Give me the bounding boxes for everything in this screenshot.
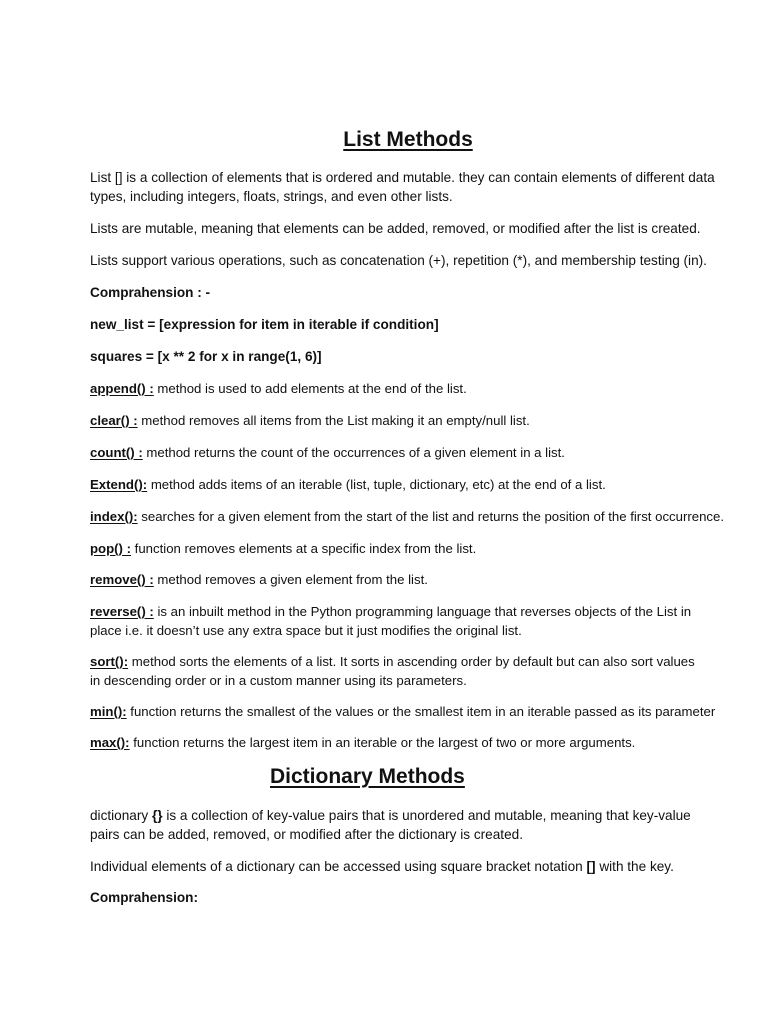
method-description: method sorts the elements of a list. It sorts in ascending order by default but can also sort values in descending order or in a custom manner using its parameters. <box>90 654 695 688</box>
list-comprehension-syntax: new_list = [expression for item in iterable if condition] <box>90 317 439 332</box>
dictionary-methods-title: Dictionary Methods <box>270 765 465 788</box>
list-comprehension-example: squares = [x ** 2 for x in range(1, 6)] <box>90 349 322 364</box>
method-item-append <box>90 379 730 398</box>
method-term: clear() : <box>90 413 138 428</box>
dict-intro-1-text-a: dictionary <box>90 808 152 823</box>
dict-braces-symbol: {} <box>151 808 163 823</box>
dict-intro-2-text-b: with the key. <box>595 859 674 874</box>
dict-intro-paragraph-1 <box>90 806 715 844</box>
method-term: append() : <box>90 381 154 396</box>
list-comprehension-label: Comprahension : - <box>90 285 211 300</box>
method-item-pop <box>90 539 730 558</box>
method-item-remove <box>90 570 730 589</box>
method-item-count <box>90 443 730 462</box>
dict-brackets-symbol: [] <box>586 859 596 874</box>
method-item-min <box>90 702 730 721</box>
method-description: searches for a given element from the start of the list and returns the position of the first occurrence. <box>137 509 725 524</box>
method-term: min(): <box>90 704 127 719</box>
method-description: is an inbuilt method in the Python programming language that reverses objects of the List in place i.e. it doesn’t use any extra space but it just modifies the original list. <box>90 604 692 638</box>
method-item-reverse <box>90 602 726 640</box>
document-page <box>90 126 726 905</box>
list-intro-paragraph-2: Lists are mutable, meaning that elements can be added, removed, or modified after the list is created. <box>90 221 701 236</box>
dict-intro-1-text-b: is a collection of key-value pairs that is unordered and mutable, meaning that key-value pairs can be added, removed, or modified after the dictionary is created. <box>90 808 691 842</box>
method-description: method returns the count of the occurrences of a given element in a list. <box>142 445 565 460</box>
method-description: function returns the smallest of the values or the smallest item in an iterable passed as its parameter <box>126 704 716 719</box>
method-term: reverse() : <box>90 604 154 619</box>
method-item-sort <box>90 652 700 690</box>
method-term: sort(): <box>90 654 129 669</box>
dict-intro-paragraph-2 <box>90 857 730 876</box>
method-description: method is used to add elements at the end of the list. <box>153 381 467 396</box>
method-description: method removes a given element from the list. <box>153 572 428 587</box>
list-methods-title: List Methods <box>343 128 473 151</box>
method-term: count() : <box>90 445 143 460</box>
method-item-index <box>90 507 730 526</box>
method-item-max <box>90 733 730 752</box>
method-item-extend <box>90 475 730 494</box>
list-intro-paragraph-3: Lists support various operations, such as concatenation (+), repetition (*), and membership testing (in). <box>90 253 707 268</box>
method-term: max(): <box>90 735 130 750</box>
method-item-clear <box>90 411 730 430</box>
method-description: function returns the largest item in an iterable or the largest of two or more arguments. <box>129 735 636 750</box>
method-description: method adds items of an iterable (list, tuple, dictionary, etc) at the end of a list. <box>147 477 606 492</box>
dict-intro-2-text-a: Individual elements of a dictionary can be accessed using square bracket notation <box>90 859 587 874</box>
method-term: pop() : <box>90 541 132 556</box>
method-description: method removes all items from the List making it an empty/null list. <box>137 413 530 428</box>
list-intro-paragraph-1: List [] is a collection of elements that is ordered and mutable. they can contain elements of different data types, including integers, floats, strings, and even other lists. <box>90 170 715 204</box>
dict-comprehension-label: Comprahension: <box>90 890 198 905</box>
method-term: remove() : <box>90 572 154 587</box>
method-term: Extend(): <box>90 477 148 492</box>
method-description: function removes elements at a specific index from the list. <box>131 541 477 556</box>
method-term: index(): <box>90 509 138 524</box>
